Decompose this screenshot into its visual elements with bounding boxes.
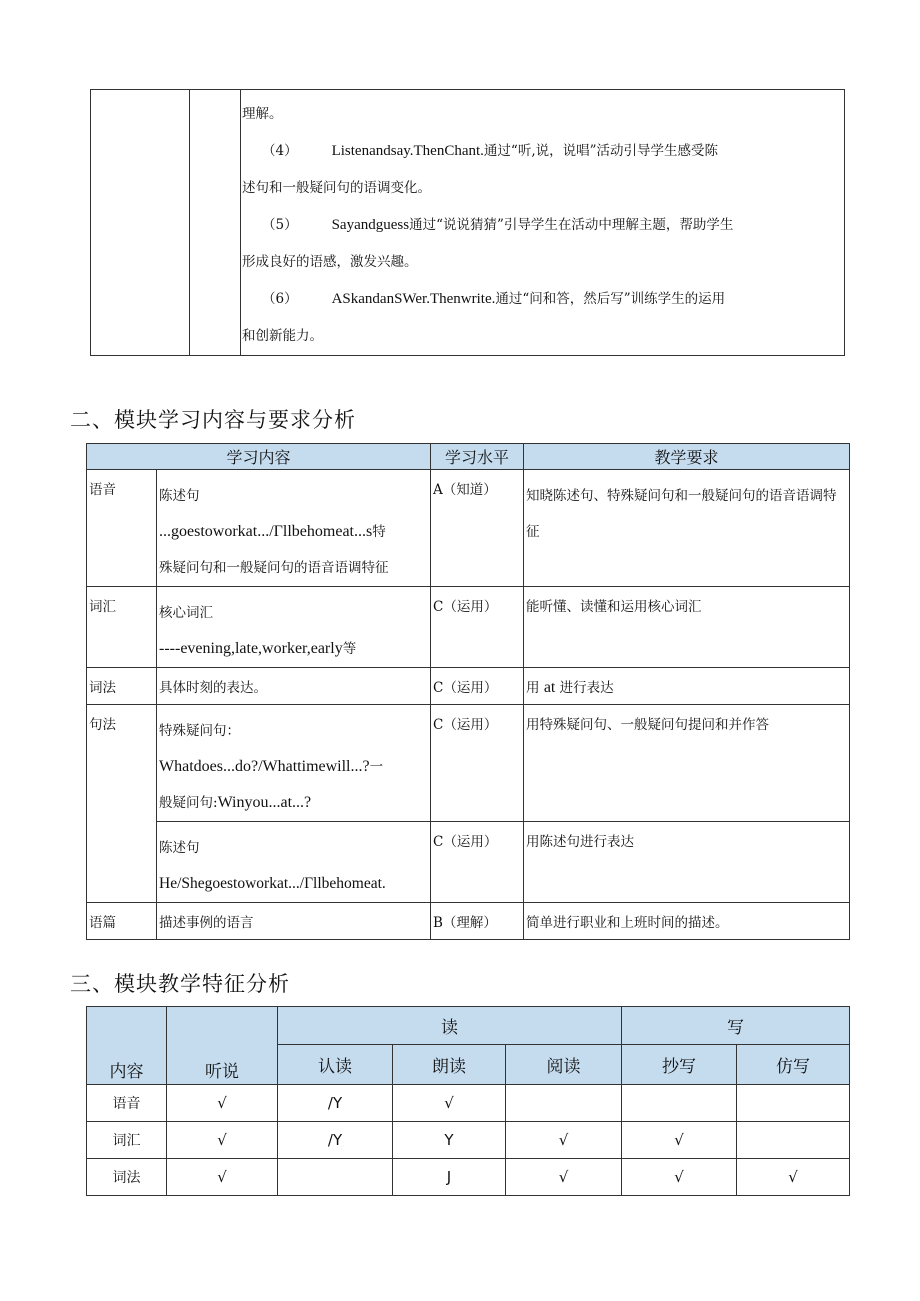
cell: Y: [393, 1122, 506, 1159]
level-cell: A（知道）: [431, 470, 524, 587]
cell: [622, 1085, 737, 1122]
table-row: [87, 668, 850, 705]
content-requirement-table: [86, 443, 850, 940]
activity-item-cont: 和创新能力。: [242, 328, 323, 344]
category-cell: 语音: [87, 470, 157, 587]
content-cell: 陈述句 He/Shegoestoworkat.../Γllbehomeat.: [157, 822, 431, 903]
requirement-cell: 知晓陈述句、特殊疑问句和一般疑问句的语音语调特征: [524, 470, 850, 587]
teaching-feature-table: [86, 1006, 850, 1196]
cell: √: [506, 1159, 622, 1196]
table-row: [87, 822, 850, 903]
row-label: 语音: [87, 1085, 167, 1122]
cell: /Y: [278, 1085, 393, 1122]
header-write: 写: [622, 1007, 850, 1045]
activity-item-cont: 形成良好的语感，激发兴趣。: [242, 254, 418, 270]
content-cell: 特殊疑问句： Whatdoes...do?/Whattimewill...?一 般疑问句:Winyou...at...?: [157, 705, 431, 822]
requirement-cell: 用陈述句进行表达: [524, 822, 850, 903]
cell: √: [167, 1085, 278, 1122]
level-cell: B（理解）: [431, 903, 524, 940]
header-read: 读: [278, 1007, 622, 1045]
activity-item: （6） ASkandanSWer.Thenwrite.通过“问和答，然后写”训练学生的运用: [262, 291, 726, 307]
activity-item: （4） Listenandsay.ThenChant.通过“听,说，说唱”活动引导学生感受陈: [262, 143, 719, 159]
empty-cell: [91, 90, 190, 356]
category-cell: 句法: [87, 705, 157, 903]
header-imitate: 仿写: [737, 1045, 850, 1085]
section-heading: 二、模块学习内容与要求分析: [70, 408, 356, 432]
cell: √: [737, 1159, 850, 1196]
requirement-cell: 用特殊疑问句、一般疑问句提问和并作答: [524, 705, 850, 822]
activity-table: [90, 89, 845, 356]
header-requirement: 教学要求: [524, 444, 850, 470]
content-cell: 核心词汇 ----evening,late,worker,early等: [157, 587, 431, 668]
cell: [506, 1085, 622, 1122]
row-label: 词法: [87, 1159, 167, 1196]
content-cell: 陈述句 ...goestoworkat.../Γllbehomeat...s特 殊疑问句和一般疑问句的语音语调特征: [157, 470, 431, 587]
header-level: 学习水平: [431, 444, 524, 470]
header-content: 学习内容: [87, 444, 431, 470]
cell: √: [167, 1159, 278, 1196]
level-cell: C（运用）: [431, 705, 524, 822]
requirement-cell: 能听懂、读懂和运用核心词汇: [524, 587, 850, 668]
continued-line: 理解。: [242, 106, 283, 122]
cell: [737, 1122, 850, 1159]
cell: [737, 1085, 850, 1122]
header-reading: 阅读: [506, 1045, 622, 1085]
content-cell: 具体时刻的表达。: [157, 668, 431, 705]
table-row: [87, 705, 850, 822]
requirement-cell: 简单进行职业和上班时间的描述。: [524, 903, 850, 940]
table-row: [87, 1122, 850, 1159]
level-cell: C（运用）: [431, 587, 524, 668]
activity-description: [241, 90, 845, 356]
section-heading: 三、模块教学特征分析: [70, 972, 290, 996]
header-recognize: 认读: [278, 1045, 393, 1085]
table-row: [87, 1159, 850, 1196]
cell: [278, 1159, 393, 1196]
content-cell: 描述事例的语言: [157, 903, 431, 940]
header-copy: 抄写: [622, 1045, 737, 1085]
cell: J: [393, 1159, 506, 1196]
header-content: 内容: [87, 1007, 167, 1085]
cell: √: [167, 1122, 278, 1159]
category-cell: 语篇: [87, 903, 157, 940]
activity-item-cont: 述句和一般疑问句的语调变化。: [242, 180, 431, 196]
table-row: [87, 587, 850, 668]
level-cell: C（运用）: [431, 668, 524, 705]
row-label: 词汇: [87, 1122, 167, 1159]
table-row: [87, 1085, 850, 1122]
level-cell: C（运用）: [431, 822, 524, 903]
cell: √: [622, 1122, 737, 1159]
activity-item: （5） Sayandguess通过“说说猜猜”引导学生在活动中理解主题，帮助学生: [262, 217, 734, 233]
cell: /Y: [278, 1122, 393, 1159]
table-row: [87, 470, 850, 587]
cell: √: [393, 1085, 506, 1122]
header-listen-speak: 听说: [167, 1007, 278, 1085]
header-read-aloud: 朗读: [393, 1045, 506, 1085]
cell: √: [622, 1159, 737, 1196]
empty-cell: [190, 90, 241, 356]
requirement-cell: 用 at 进行表达: [524, 668, 850, 705]
category-cell: 词汇: [87, 587, 157, 668]
category-cell: 词法: [87, 668, 157, 705]
table-row: [87, 903, 850, 940]
cell: √: [506, 1122, 622, 1159]
